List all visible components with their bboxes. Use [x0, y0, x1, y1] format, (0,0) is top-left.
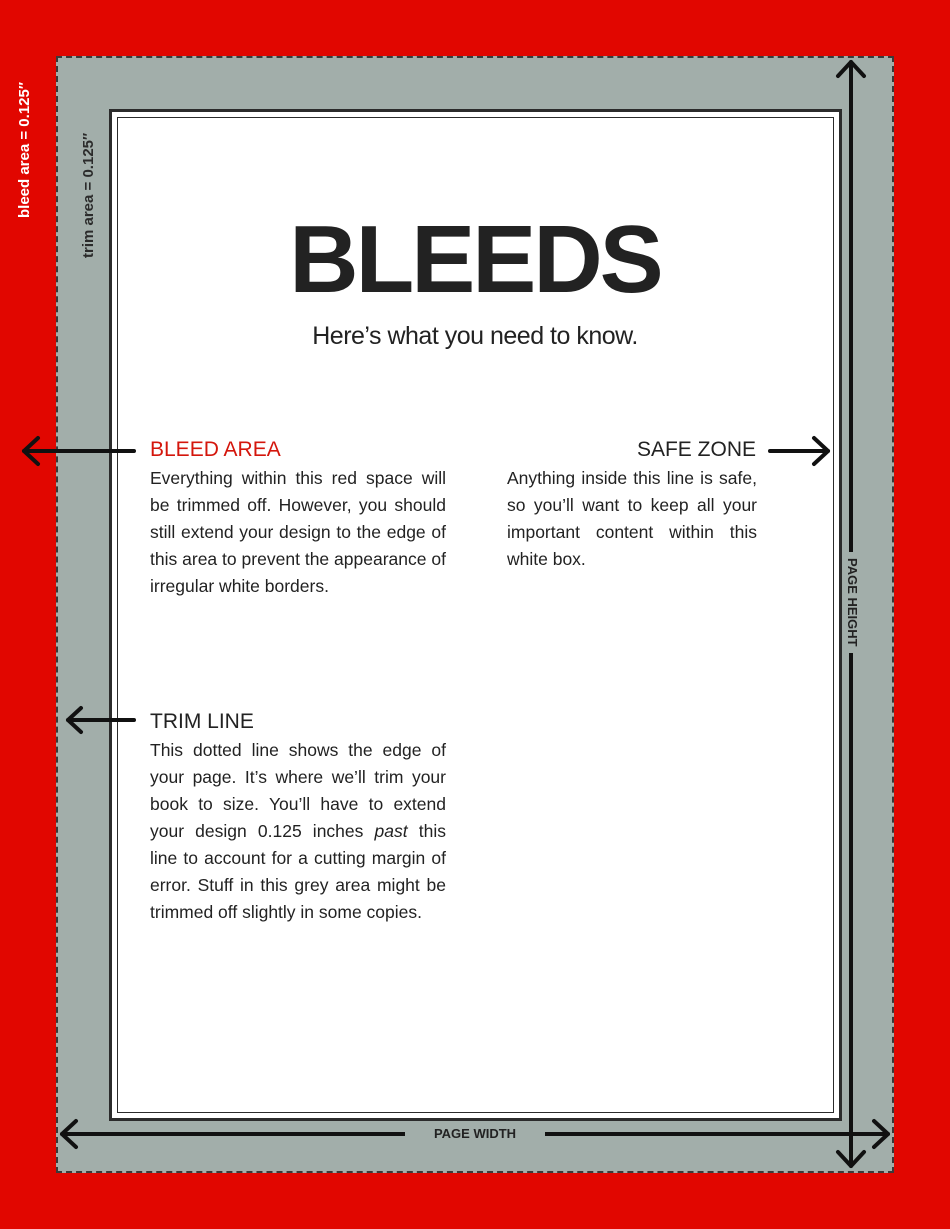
trim-line-heading: TRIM LINE	[150, 710, 254, 733]
safe-zone-description: Anything inside this line is safe, so you’ll want to keep all your important content within this white box.	[507, 468, 757, 569]
trim-line-arrow-icon	[68, 708, 134, 732]
safe-zone-arrow-icon	[770, 438, 828, 464]
page-height-label: PAGE HEIGHT	[842, 552, 862, 653]
page-title: BLEEDS	[289, 206, 661, 313]
page-subtitle: Here’s what you need to know.	[312, 322, 638, 350]
bleed-arrow-icon	[24, 438, 134, 464]
page-width-label: PAGE WIDTH	[405, 1124, 545, 1144]
bleed-area-description: Everything within this red space will be trimmed off. However, you should still extend your design to the edge of this area to prevent the appearance of irregular white borders.	[150, 468, 446, 596]
safe-zone-heading: SAFE ZONE	[636, 438, 756, 461]
bleed-area-side-label: bleed area = 0.125″	[16, 81, 33, 218]
trim-line-description: This dotted line shows the edge of your page. It’s where we’ll trim your book to size. You’ll have to extend your design 0.125 inches past this line to account for a cutting margin of error. Stuff in this grey area might be trimmed off slightly in some copies.	[150, 740, 446, 922]
trim-area-side-label: trim area = 0.125″	[80, 132, 97, 258]
emphasis-past: past	[374, 821, 408, 841]
bleed-area-heading: BLEED AREA	[150, 438, 281, 461]
